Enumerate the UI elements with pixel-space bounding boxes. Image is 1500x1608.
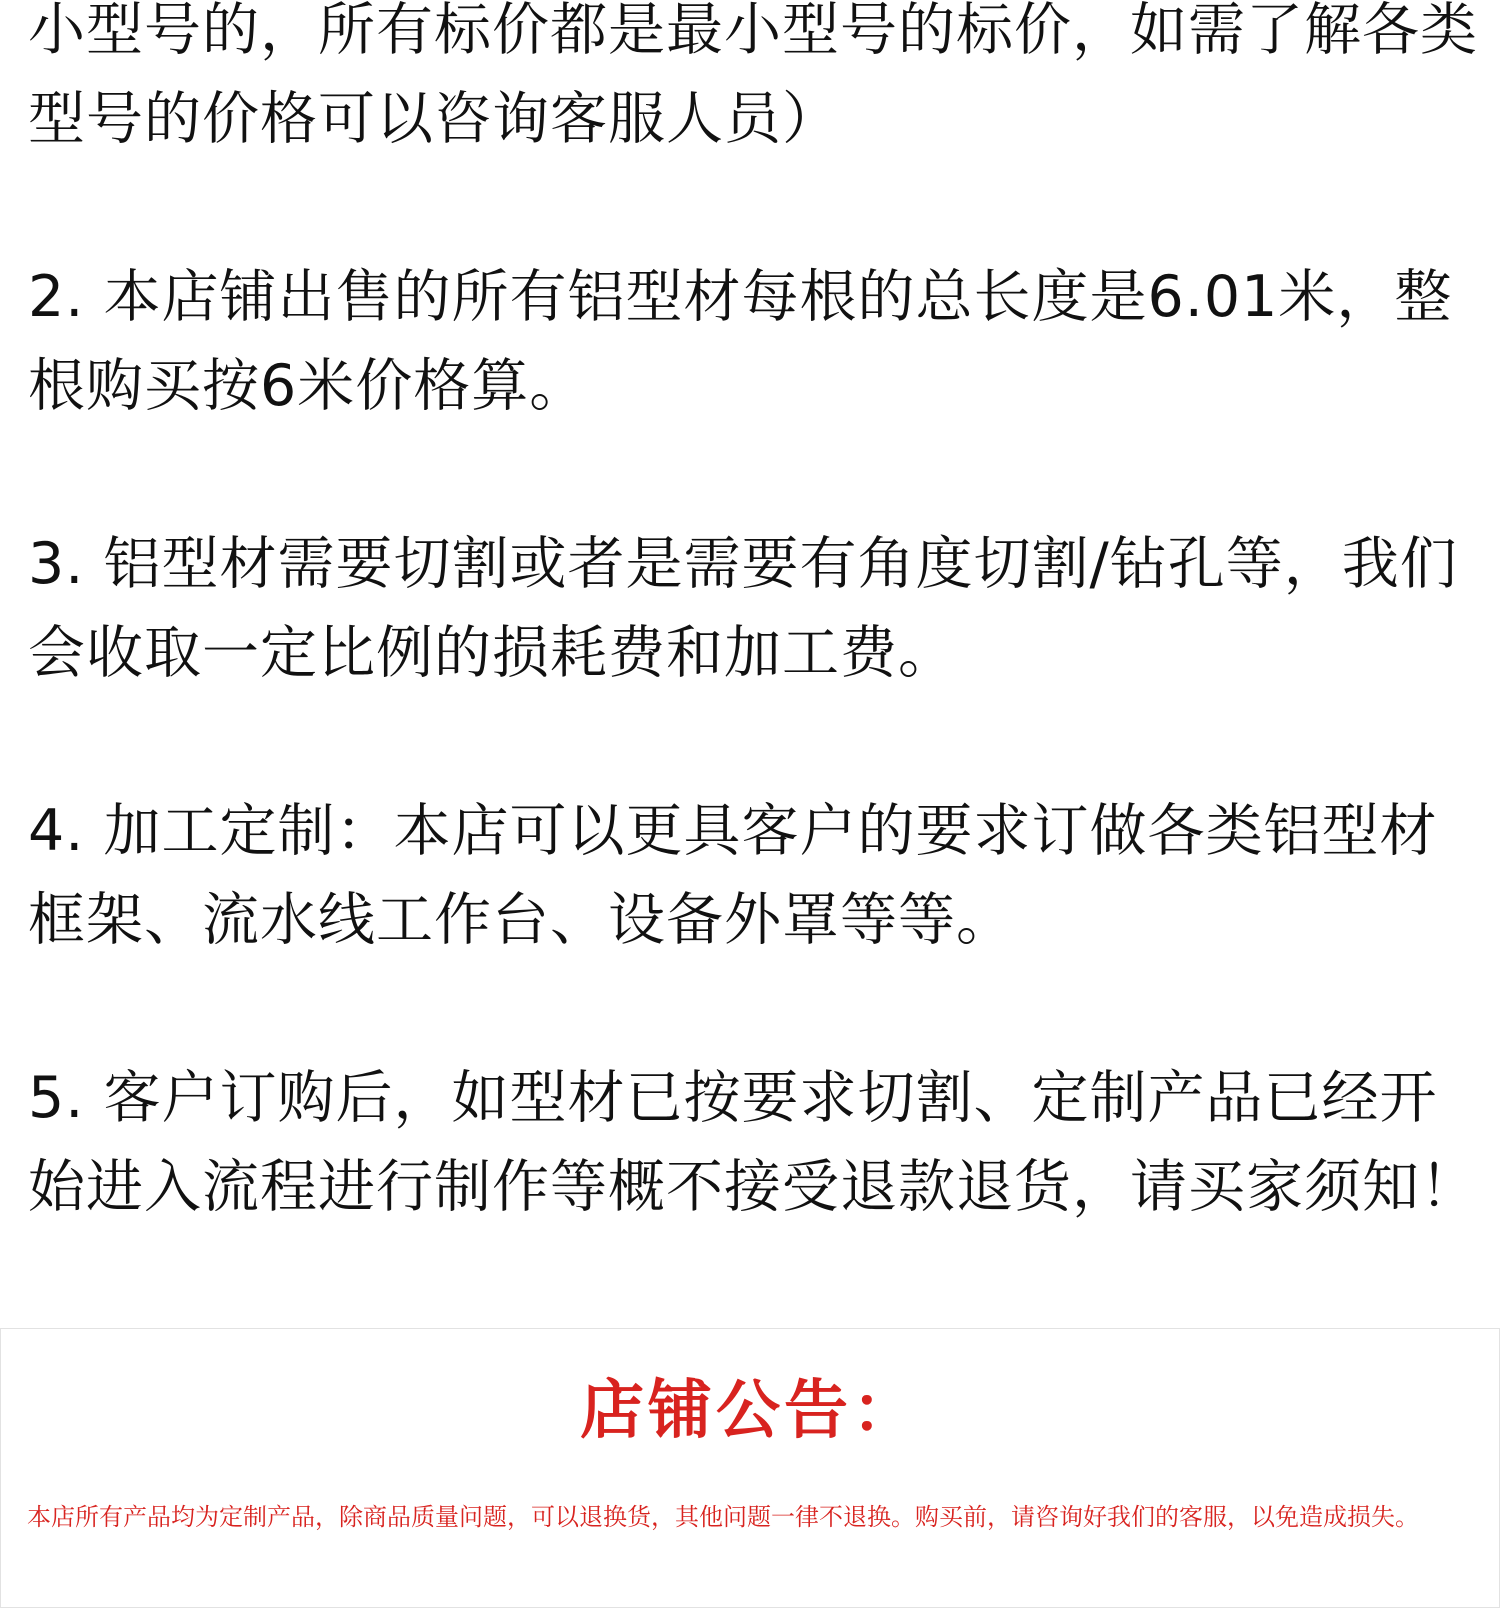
shop-notice-panel xyxy=(0,1328,1500,1608)
notice-title: 店铺公告： xyxy=(580,1374,920,1448)
note-paragraph-2: 2. 本店铺出售的所有铝型材每根的总长度是6.01米，整根购买按6米价格算。 xyxy=(28,264,1453,419)
note-paragraph-1: 小型号的，所有标价都是最小型号的标价，如需了解各类型号的价格可以咨询客服人员） xyxy=(28,0,1478,152)
shop-notes xyxy=(28,0,1488,1232)
notice-text: 本店所有产品均为定制产品，除商品质量问题，可以退换货，其他问题一律不退换。购买前，请咨询好我们的客服，以免造成损失。 xyxy=(27,1503,1419,1531)
note-paragraph-5: 5. 客户订购后，如型材已按要求切割、定制产品已经开始进入流程进行制作等概不接受退款退货，请买家须知！ xyxy=(28,1065,1478,1220)
note-paragraph-3: 3. 铝型材需要切割或者是需要有角度切割/钻孔等，我们会收取一定比例的损耗费和加工费。 xyxy=(28,531,1458,686)
note-paragraph-4: 4. 加工定制：本店可以更具客户的要求订做各类铝型材框架、流水线工作台、设备外罩等等。 xyxy=(28,798,1438,953)
